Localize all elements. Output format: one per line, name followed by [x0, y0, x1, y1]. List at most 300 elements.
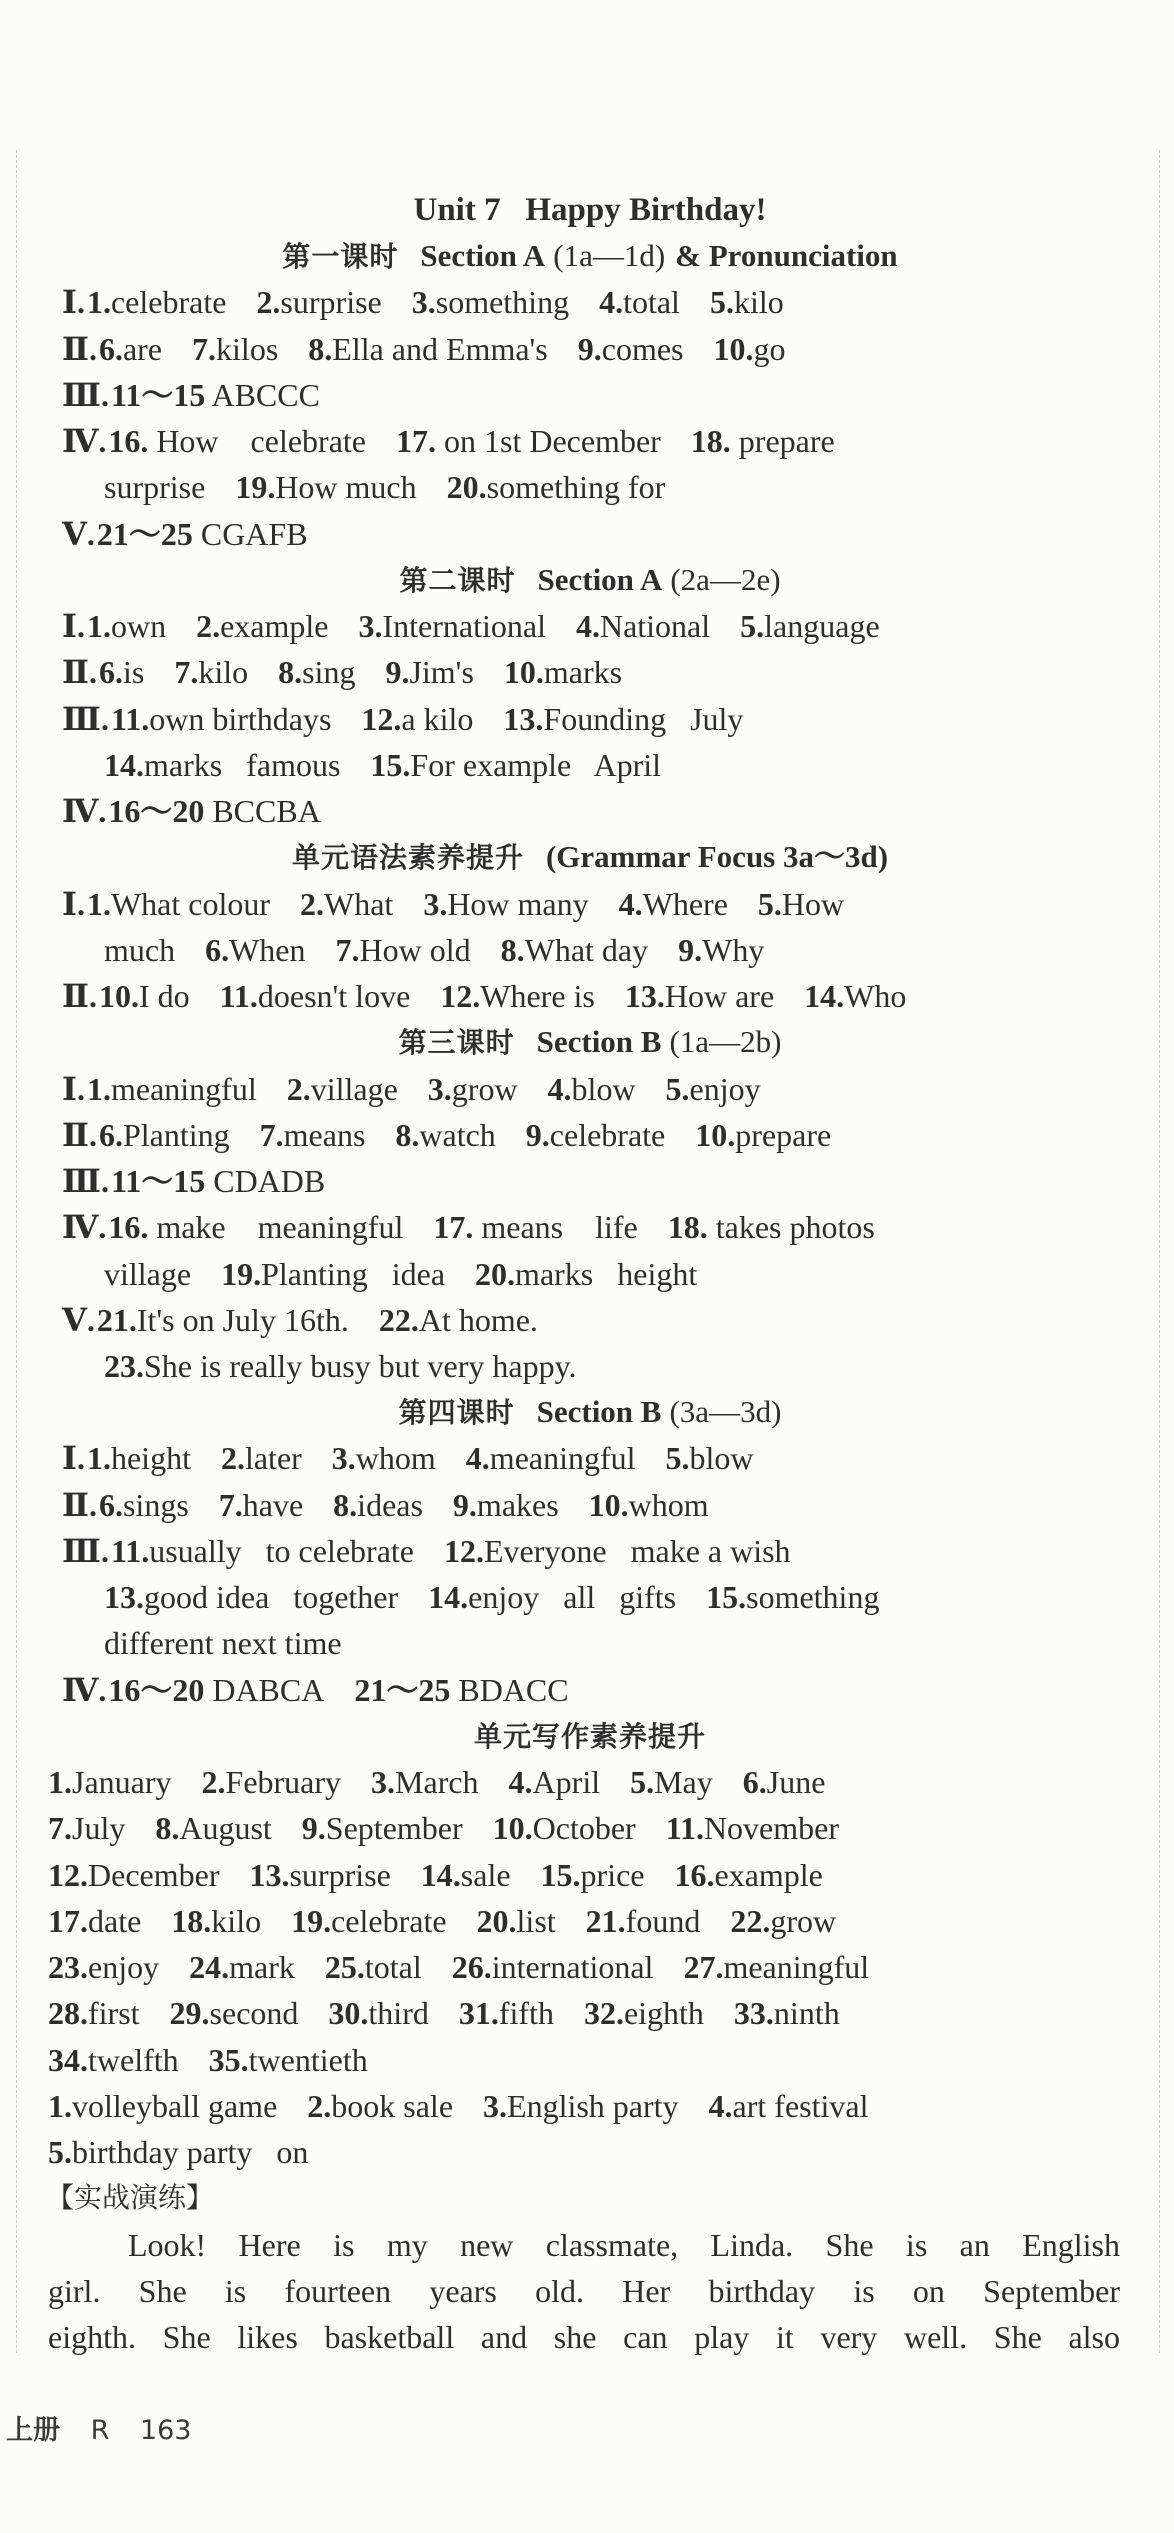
answer-line [104, 742, 691, 788]
answer-item [501, 932, 649, 968]
answer-item [714, 331, 786, 367]
answer-number: 2. [286, 1070, 311, 1107]
answer-item [691, 423, 835, 459]
answer-text: village [310, 1070, 398, 1107]
answer-number: 6. [98, 654, 123, 691]
answer-text: ABCCC [205, 376, 320, 413]
answer-text: example [220, 608, 329, 645]
answer-item [48, 1949, 159, 1985]
answer-number: 14. [104, 746, 144, 783]
answer-number: 22. [378, 1301, 419, 1338]
answer-number: 9. [452, 1486, 477, 1523]
answer-line [62, 788, 351, 834]
answer-number: 19. [291, 1902, 332, 1939]
passage-line: eighth. She likes basketball and she can play it very well. She also [48, 2319, 1120, 2356]
answer-text: Jim's [409, 654, 474, 691]
answer-line [62, 279, 814, 325]
answer-number: 31. [458, 1995, 499, 2032]
answer-text: April [532, 1764, 601, 1801]
answer-text: much [104, 931, 176, 968]
answer-item [104, 932, 175, 968]
answer-number: 5. [665, 1070, 690, 1107]
answer-item [87, 284, 226, 320]
answer-number: 2. [196, 608, 221, 645]
answer-number: 21. [96, 1301, 137, 1338]
answer-item [287, 1071, 398, 1107]
answer-text: first [88, 1995, 140, 2032]
answer-text: second [209, 1995, 299, 2032]
answer-text: Founding July [543, 700, 744, 737]
answer-number: 3. [331, 1440, 356, 1477]
roman-numeral: Ⅰ. [62, 608, 85, 645]
answer-number: 4. [575, 608, 600, 645]
answer-line [48, 2083, 898, 2129]
answer-number: 35. [208, 2041, 249, 2078]
answer-line [62, 973, 936, 1019]
answer-item [97, 516, 308, 552]
answer-item [108, 1672, 324, 1708]
answer-item [578, 331, 684, 367]
answer-line [62, 696, 773, 742]
answer-line [62, 511, 338, 557]
passage-line: girl. She is fourteen years old. Her birthday is on September [48, 2272, 1120, 2309]
answer-number: 1. [48, 1764, 72, 1801]
answer-item [370, 747, 661, 783]
answer-text: July [72, 1810, 126, 1847]
answer-text: surprise [280, 284, 382, 321]
roman-numeral: Ⅴ. [62, 1301, 95, 1338]
answer-item [709, 2088, 869, 2124]
answer-text: birthday party on [72, 2134, 309, 2171]
answer-number: 18. [667, 1209, 708, 1246]
answer-number: 9. [678, 931, 703, 968]
answer-line [62, 1204, 905, 1250]
answer-text: height [110, 1440, 191, 1477]
answer-item [447, 469, 666, 505]
answer-item [308, 331, 547, 367]
answer-text: comes [601, 330, 684, 367]
answer-text: marks [543, 654, 623, 691]
answer-item [428, 1579, 676, 1615]
answer-number: 11. [110, 1532, 150, 1569]
answer-number: 9. [385, 654, 410, 691]
answer-number: 3. [411, 284, 436, 321]
answer-item [235, 469, 416, 505]
answer-number: 10. [98, 978, 139, 1015]
section-heading [0, 233, 1174, 279]
answer-item [666, 1440, 754, 1476]
answer-number: 13. [104, 1579, 144, 1616]
answer-text: book sale [331, 2087, 454, 2124]
answer-number: 3. [427, 1070, 452, 1107]
roman-numeral: Ⅱ. [62, 978, 97, 1015]
answer-text: surprise [104, 469, 206, 506]
answer-number: 12. [440, 978, 481, 1015]
answer-number: 3. [423, 885, 448, 922]
answer-item [205, 932, 305, 968]
answer-text: prepare [730, 423, 835, 460]
answer-item [466, 1440, 636, 1476]
answer-number: 11. [110, 700, 150, 737]
answer-item [421, 1857, 511, 1893]
answer-item [104, 1625, 342, 1661]
answer-number: 16. [108, 423, 149, 460]
answer-text: She is really busy but very happy. [144, 1348, 577, 1384]
answer-text: something [435, 284, 570, 321]
answer-text: is [122, 654, 145, 691]
answer-text: Where [642, 885, 728, 922]
answer-text: eighth [623, 1995, 704, 2032]
passage-line: Look! Here is my new classmate, Linda. She is an English [128, 2226, 1120, 2263]
answer-number: 6. [205, 931, 230, 968]
heading-paren: (1a—2b) [669, 1024, 782, 1060]
answer-text: list [516, 1902, 556, 1939]
answer-number: 3. [358, 608, 383, 645]
answer-text: celebrate [110, 284, 227, 321]
answer-line [62, 1158, 355, 1204]
page-number: 163 [139, 2415, 192, 2446]
answer-number: 4. [465, 1440, 490, 1477]
answer-item [509, 1764, 601, 1800]
answer-item [453, 1487, 559, 1523]
answer-item [108, 423, 366, 459]
answer-number: 1. [86, 284, 111, 321]
answer-text: celebrate [331, 1902, 447, 1939]
answer-text: blow [571, 1070, 636, 1107]
answer-text: When [229, 931, 306, 968]
answer-item [358, 608, 545, 644]
answer-number: 10. [713, 330, 754, 367]
answer-item [300, 886, 393, 922]
answer-item [48, 1764, 172, 1800]
answer-text: BDACC [450, 1671, 569, 1708]
answer-number: 15. [706, 1579, 747, 1616]
answer-line [104, 1620, 372, 1666]
answer-text: surprise [289, 1856, 391, 1893]
answer-text: whom [628, 1486, 709, 1523]
answer-item [379, 1302, 538, 1338]
answer-text: enjoy [689, 1070, 761, 1107]
answer-item [706, 1579, 879, 1615]
answer-text: Ella and Emma's [332, 330, 548, 367]
answer-text: Everyone make a wish [483, 1532, 791, 1569]
answer-text: January [72, 1764, 172, 1801]
answer-number: 14. [420, 1856, 461, 1893]
answer-line [62, 1435, 784, 1481]
answer-number: 10. [503, 654, 544, 691]
answer-item [734, 1995, 840, 2031]
answer-text: prepare [735, 1116, 832, 1153]
answer-text: total [623, 284, 680, 321]
answer-text: grow [451, 1070, 518, 1107]
answer-text: August [179, 1810, 272, 1847]
answer-number: 4. [599, 284, 624, 321]
answer-item [99, 331, 162, 367]
answer-item [104, 469, 205, 505]
answer-line [62, 1482, 739, 1528]
answer-number: 19. [221, 1255, 262, 1292]
answer-number: 8. [278, 654, 303, 691]
answer-item [202, 1764, 342, 1800]
answer-text: marks height [515, 1255, 698, 1292]
answer-text: How are [664, 978, 775, 1015]
answer-line [62, 1667, 599, 1713]
answer-item [371, 1764, 479, 1800]
answer-number: 4. [618, 885, 643, 922]
roman-numeral: Ⅴ. [62, 515, 95, 552]
answer-line [104, 1574, 909, 1620]
answer-item [428, 1071, 518, 1107]
answer-item [493, 1810, 636, 1846]
answer-text: How [781, 885, 845, 922]
answer-number: 21. [585, 1902, 626, 1939]
answer-number: 23. [48, 1949, 88, 1986]
answer-text: village [104, 1255, 192, 1292]
answer-text: Planting [122, 1116, 230, 1153]
answer-text: something for [486, 469, 666, 506]
answer-text: How old [359, 931, 471, 968]
answer-item [87, 886, 270, 922]
answer-text: found [625, 1902, 701, 1939]
answer-number: 12. [361, 700, 402, 737]
answer-text: means life [473, 1209, 638, 1246]
heading-zh: 单元语法素养提升 [291, 841, 524, 875]
answer-number: 1. [86, 1440, 111, 1477]
answer-item [99, 1117, 230, 1153]
answer-number: 8. [333, 1486, 358, 1523]
answer-text: ideas [357, 1486, 423, 1523]
answer-item [758, 886, 844, 922]
answer-text: enjoy all gifts [468, 1579, 677, 1616]
answer-text: For example April [410, 746, 662, 783]
answer-number: 10. [492, 1810, 533, 1847]
answer-number: 21～25 [354, 1671, 451, 1708]
answer-number: 29. [169, 1995, 210, 2032]
answer-item [111, 701, 331, 737]
answer-number: 6. [98, 330, 123, 367]
answer-number: 12. [48, 1856, 88, 1893]
answer-line [48, 1990, 870, 2036]
answer-text: CGAFB [192, 515, 308, 552]
answer-item [730, 1903, 836, 1939]
answer-item [189, 1949, 295, 1985]
answer-number: 3. [371, 1764, 396, 1801]
answer-item [111, 377, 320, 413]
answer-text: have [242, 1486, 304, 1523]
answer-item [99, 1487, 189, 1523]
answer-number: 5. [740, 608, 765, 645]
answer-item [589, 1487, 709, 1523]
answer-item [221, 1440, 302, 1476]
answer-text: sing [302, 654, 356, 691]
answer-text: takes photos [707, 1209, 875, 1246]
answer-line [62, 881, 874, 927]
answer-text: It's on July 16th. [136, 1301, 349, 1338]
answer-text: total [364, 1949, 422, 1986]
answer-text: meaningful [489, 1440, 636, 1477]
answer-item [219, 1487, 303, 1523]
answer-text: usually to celebrate [149, 1532, 414, 1569]
answer-number: 16. [108, 1209, 149, 1246]
answer-item [743, 1764, 826, 1800]
answer-line [62, 1066, 791, 1112]
roman-numeral: Ⅰ. [62, 1440, 85, 1477]
answer-item [599, 284, 680, 320]
answer-number: 14. [428, 1579, 469, 1616]
roman-numeral: Ⅳ. [62, 793, 107, 830]
answer-text: make meaningful [148, 1209, 404, 1246]
answer-text: enjoy [88, 1949, 160, 1986]
answer-number: 10. [695, 1116, 736, 1153]
answer-text: third [368, 1995, 429, 2032]
answer-number: 5. [709, 284, 734, 321]
answer-line [48, 2129, 338, 2175]
answer-text: a kilo [401, 700, 474, 737]
answer-item [111, 1163, 325, 1199]
answer-number: 18. [690, 423, 731, 460]
answer-item [174, 654, 248, 690]
answer-item [87, 1071, 257, 1107]
answer-item [291, 1903, 446, 1939]
answer-number: 15. [540, 1856, 581, 1893]
footer-volume: 上册 [6, 2415, 60, 2446]
answer-number: 9. [525, 1116, 550, 1153]
answer-text: October [532, 1810, 636, 1847]
answer-item [104, 1348, 577, 1384]
answer-item [541, 1857, 645, 1893]
answer-item [668, 1209, 875, 1245]
answer-text: mark [229, 1949, 295, 1986]
answer-text: volleyball game [72, 2087, 278, 2124]
answer-number: 22. [730, 1902, 771, 1939]
answer-item [584, 1995, 704, 2031]
roman-numeral: Ⅳ. [62, 1671, 107, 1708]
heading-en: Section A [537, 561, 663, 597]
answer-item [674, 1857, 822, 1893]
answer-number: 24. [189, 1949, 230, 1986]
answer-item [619, 886, 728, 922]
section-heading [0, 557, 1174, 603]
answer-number: 13. [503, 700, 544, 737]
answer-number: 2. [256, 284, 281, 321]
roman-numeral: Ⅲ. [62, 700, 109, 737]
roman-numeral: Ⅳ. [62, 423, 107, 460]
answer-item [385, 654, 473, 690]
answer-number: 16～20 [108, 793, 205, 830]
answer-item [477, 1903, 556, 1939]
answer-text: English party [507, 2087, 679, 2124]
answer-item [256, 284, 381, 320]
answer-number: 9. [301, 1810, 326, 1847]
answer-text: are [122, 330, 163, 367]
answer-text: November [703, 1810, 839, 1847]
answer-item [576, 608, 710, 644]
answer-item [99, 654, 144, 690]
answer-item [48, 2042, 179, 2078]
roman-numeral: Ⅳ. [62, 1209, 107, 1246]
answer-item [361, 701, 473, 737]
answer-number: 11. [219, 978, 258, 1015]
answer-number: 7. [192, 330, 217, 367]
answer-line [104, 927, 794, 973]
answer-number: 8. [395, 1116, 420, 1153]
answer-text: whom [355, 1440, 436, 1477]
answer-item [740, 608, 880, 644]
practice-heading: 【实战演练】 [46, 2181, 215, 2215]
answer-item [108, 793, 321, 829]
answer-number: 2. [220, 1440, 245, 1477]
answer-number: 17. [48, 1902, 88, 1939]
answer-number: 26. [451, 1949, 492, 1986]
answer-text: marks famous [144, 746, 341, 783]
answer-line [62, 1112, 861, 1158]
answer-item [97, 1302, 349, 1338]
answer-item [220, 978, 411, 1014]
answer-item [278, 654, 355, 690]
answer-line [62, 603, 910, 649]
answer-item [104, 1256, 191, 1292]
heading-zh: 单元写作素养提升 [473, 1719, 706, 1753]
section-heading [0, 1019, 1174, 1065]
roman-numeral: Ⅱ. [62, 330, 97, 367]
answer-text: International [382, 608, 546, 645]
answer-number: 20. [475, 1255, 516, 1292]
answer-item [710, 284, 784, 320]
answer-text: go [753, 330, 786, 367]
answer-text: kilo [733, 284, 784, 321]
answer-number: 17. [433, 1209, 474, 1246]
answer-number: 8. [155, 1810, 180, 1847]
answer-number: 13. [624, 978, 665, 1015]
answer-text: At home. [418, 1301, 538, 1338]
answer-text: ninth [773, 1995, 840, 2032]
answer-number: 4. [547, 1070, 572, 1107]
heading-zh: 第三课时 [398, 1026, 515, 1060]
answer-item [328, 1995, 428, 2031]
answer-item [111, 1533, 414, 1569]
answer-text: celebrate [549, 1116, 666, 1153]
answer-number: 14. [804, 978, 845, 1015]
answer-item [440, 978, 595, 1014]
answer-item [586, 1903, 701, 1939]
answer-text: means [283, 1116, 366, 1153]
answer-text: sale [460, 1856, 511, 1893]
answer-line [62, 649, 652, 695]
answer-text: later [244, 1440, 302, 1477]
answer-text: watch [419, 1116, 496, 1153]
answer-number: 30. [328, 1995, 369, 2032]
answer-number: 7. [335, 931, 360, 968]
answer-text: May [654, 1764, 713, 1801]
answer-item [503, 701, 743, 737]
answer-number: 1. [48, 2087, 72, 2124]
answer-text: How many [447, 885, 589, 922]
answer-text: makes [476, 1486, 559, 1523]
answer-text: How much [275, 469, 417, 506]
answer-line [48, 1805, 869, 1851]
answer-text: Planting idea [261, 1255, 446, 1292]
heading-paren: (1a—1d) [553, 238, 666, 274]
answer-item [804, 978, 906, 1014]
answer-line [62, 1297, 568, 1343]
answer-line [62, 418, 865, 464]
answer-item [155, 1810, 271, 1846]
answer-item [333, 1487, 423, 1523]
answer-number: 11. [665, 1810, 704, 1847]
unit-title: Unit 7 Happy Birthday! [413, 192, 767, 228]
answer-number: 23. [104, 1348, 144, 1384]
roman-numeral: Ⅲ. [62, 1532, 109, 1569]
